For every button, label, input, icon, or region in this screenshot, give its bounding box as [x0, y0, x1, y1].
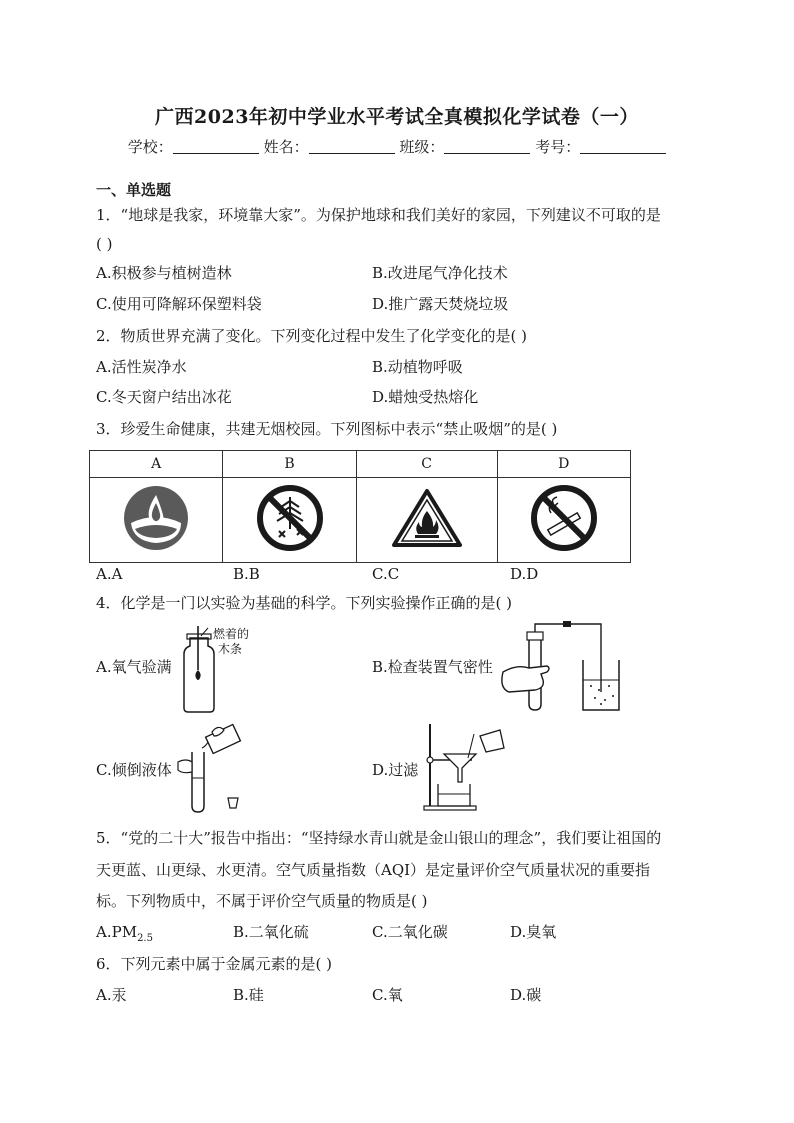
q3-header-d: D — [497, 451, 630, 478]
q2-option-c[interactable]: C.冬天窗户结出冰花 — [96, 388, 232, 406]
q3-option-b[interactable]: B.B — [233, 565, 260, 583]
name-blank[interactable] — [309, 139, 395, 154]
q2-option-b[interactable]: B.动植物呼吸 — [372, 358, 463, 376]
q5-option-a[interactable] — [96, 922, 153, 949]
q5-option-a-prefix: A.PM — [96, 923, 138, 941]
name-label: 姓名： — [263, 138, 309, 156]
q3-sign-table — [89, 450, 631, 563]
q3-stem: 3．珍爱生命健康，共建无烟校园。下列图标中表示“禁止吸烟”的是( ) — [96, 420, 558, 438]
q5-option-c[interactable]: C.二氧化碳 — [372, 923, 448, 941]
q4-option-b[interactable]: B.检查装置气密性 — [372, 658, 493, 676]
q6-option-a[interactable]: A.汞 — [96, 986, 127, 1004]
q6-option-b[interactable]: B.硅 — [233, 986, 264, 1004]
q3-cell-c — [356, 478, 497, 563]
no-logging-sign-icon — [255, 483, 325, 553]
q5-stem-line3: 标。下列物质中，不属于评价空气质量的物质是( ) — [96, 892, 428, 910]
q3-cell-d — [497, 478, 630, 563]
q3-option-a[interactable]: A.A — [96, 565, 123, 583]
q4-option-c[interactable]: C.倾倒液体 — [96, 761, 172, 779]
q6-option-c[interactable]: C.氧 — [372, 986, 403, 1004]
airtightness-check-figure — [495, 620, 625, 715]
q3-header-a: A — [90, 451, 223, 478]
q1-option-c[interactable]: C.使用可降解环保塑料袋 — [96, 295, 262, 313]
no-smoking-sign-icon — [529, 483, 599, 553]
q5-stem-line2: 天更蓝、山更绿、水更清。空气质量指数（AQI）是定量评价空气质量状况的重要指 — [96, 861, 651, 879]
class-blank[interactable] — [444, 139, 530, 154]
q3-header-c: C — [356, 451, 497, 478]
burning-stick-label: 燃着的 — [213, 627, 250, 641]
school-label: 学校： — [127, 138, 173, 156]
filtration-figure — [420, 720, 510, 812]
q3-option-c[interactable]: C.C — [372, 565, 400, 583]
q1-option-b[interactable]: B.改进尾气净化技术 — [372, 264, 508, 282]
class-label: 班级： — [399, 138, 445, 156]
school-blank[interactable] — [173, 139, 259, 154]
number-label: 考号： — [535, 138, 581, 156]
number-blank[interactable] — [580, 139, 666, 154]
student-info-line — [0, 136, 794, 157]
section-heading: 一、单选题 — [96, 181, 172, 199]
q4-option-a[interactable]: A.氧气验满 — [96, 658, 172, 676]
q3-cell-a — [90, 478, 223, 563]
exam-title: 广西2023年初中学业水平考试全真模拟化学试卷（一） — [155, 106, 639, 128]
q5-option-a-subscript: 2.5 — [137, 933, 153, 944]
q4-stem: 4．化学是一门以实验为基础的科学。下列实验操作正确的是( ) — [96, 594, 513, 612]
q2-option-d[interactable]: D.蜡烛受热熔化 — [372, 388, 479, 406]
q5-option-b[interactable]: B.二氧化硫 — [233, 923, 309, 941]
q6-stem: 6．下列元素中属于金属元素的是( ) — [96, 955, 333, 973]
q6-option-d[interactable]: D.碳 — [510, 986, 542, 1004]
q3-option-d[interactable]: D.D — [510, 565, 539, 583]
pour-liquid-figure — [176, 718, 256, 816]
q1-stem-line2: ( ) — [96, 235, 113, 253]
q1-option-a[interactable]: A.积极参与植树造林 — [96, 264, 232, 282]
oxygen-test-figure — [170, 622, 270, 714]
q3-cell-b — [223, 478, 356, 563]
q5-stem-line1: 5．“党的二十大”报告中指出：“坚持绿水青山就是金山银山的理念”，我们要让祖国的 — [96, 829, 662, 847]
q2-option-a[interactable]: A.活性炭净水 — [96, 358, 187, 376]
q3-header-b: B — [223, 451, 356, 478]
q5-option-d[interactable]: D.臭氧 — [510, 923, 557, 941]
q1-option-d[interactable]: D.推广露天焚烧垃圾 — [372, 295, 509, 313]
water-saving-sign-icon — [121, 483, 191, 553]
q2-stem: 2．物质世界充满了变化。下列变化过程中发生了化学变化的是( ) — [96, 327, 528, 345]
stick-label: 木条 — [218, 642, 243, 656]
q1-stem-line1: 1．“地球是我家，环境靠大家”。为保护地球和我们美好的家园，下列建议不可取的是 — [96, 206, 661, 224]
flammable-warning-sign-icon — [390, 487, 464, 549]
q4-option-d[interactable]: D.过滤 — [372, 761, 419, 779]
